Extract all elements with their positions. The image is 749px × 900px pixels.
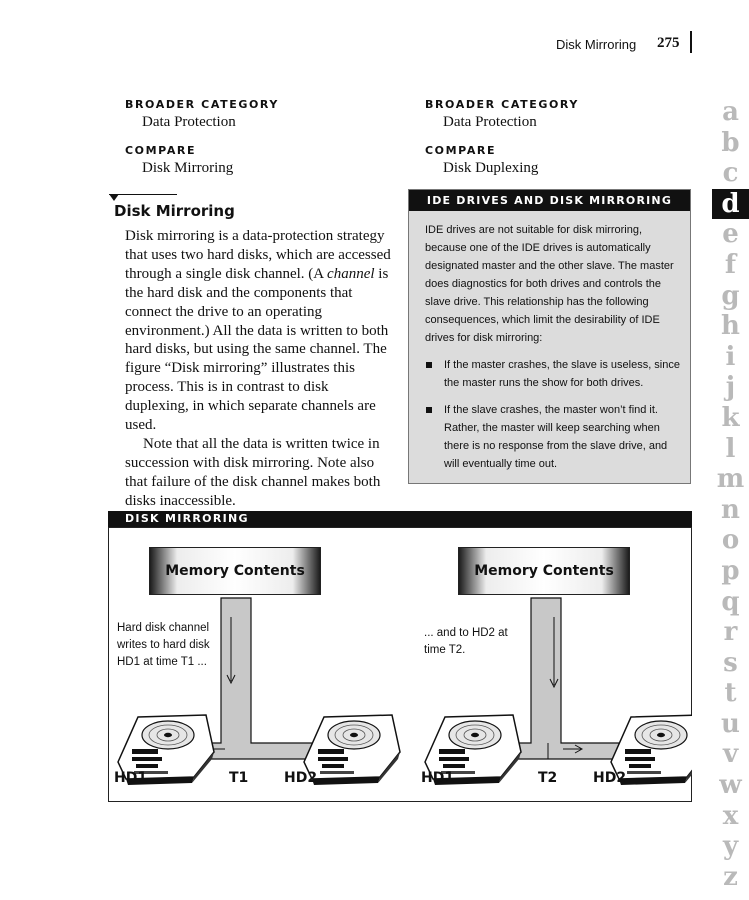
tab-letter-e[interactable]: e (722, 219, 739, 250)
tab-letter-h[interactable]: h (721, 311, 740, 342)
tab-letter-n[interactable]: n (721, 494, 740, 525)
sidebar-intro: IDE drives are not suitable for disk mirroring, because one of the IDE drives is automatically designated master and the other slave. The master does diagnostics for both drives and controls the slave drive. This relationship has the following consequences, which limit the desirability of IDE drives for disk mirroring: (425, 224, 674, 344)
figure-note-left: Hard disk channel writes to hard disk HD1 at time T1 ... (117, 622, 210, 668)
tab-letter-w[interactable]: w (719, 770, 742, 801)
tab-letter-k[interactable]: k (721, 402, 740, 433)
channel-right (508, 598, 636, 759)
tab-letter-y[interactable]: y (722, 831, 739, 862)
tab-letter-f[interactable]: f (724, 249, 737, 280)
compare-label-right: COMPARE (425, 144, 497, 157)
channel-left (198, 598, 326, 759)
entry-term: channel (327, 265, 375, 282)
disk-label-hd1-right: HD1 (421, 770, 455, 786)
sidebar-content (425, 221, 683, 482)
compare-label: COMPARE (125, 144, 197, 157)
list-item-text: If the slave crashes, the master won’t find it. Rather, the master will keep searching when there is no response from the slave drive, and will eventually time out. (444, 404, 668, 470)
sidebar-title: IDE DRIVES AND DISK MIRRORING (409, 190, 690, 211)
list-item (425, 401, 683, 473)
time-label-t1: T1 (229, 770, 249, 786)
header-rule (690, 31, 692, 53)
tab-letter-z[interactable]: z (723, 861, 738, 892)
broader-category-label-right: BROADER CATEGORY (425, 98, 579, 111)
tab-letter-a[interactable]: a (722, 97, 739, 127)
tab-letter-g[interactable]: g (721, 280, 740, 311)
hard-disk-icon (304, 715, 400, 785)
tab-letter-j[interactable]: j (725, 372, 736, 403)
disk-label-hd1: HD1 (114, 770, 148, 786)
figure-note-right: ... and to HD2 at time T2. (424, 627, 508, 656)
compare-value-right: Disk Duplexing (443, 160, 539, 176)
tab-letter-r[interactable]: r (723, 617, 738, 648)
tab-letter-o[interactable]: o (721, 525, 740, 556)
entry-text: is the hard disk and the components that connect the drive to an operating environment.) All the data is written to both hard disks, but using the same channel. The figure “Disk mirroring” illustrates this process. This is in contrast to disk duplexing, in which separate channels are used. (125, 265, 389, 434)
disk-label-hd2: HD2 (284, 770, 318, 786)
tab-letter-i[interactable]: i (725, 341, 736, 372)
tab-letter-m[interactable]: m (716, 464, 745, 495)
entry-paragraph-2: Note that all the data is written twice in succession with disk mirroring. Note also that failure of the disk channel makes both disks inaccessible. (125, 435, 381, 509)
tab-letter-u[interactable]: u (721, 708, 740, 739)
time-label-t2: T2 (538, 770, 558, 786)
broader-category-value-right: Data Protection (443, 114, 537, 130)
broader-category-value: Data Protection (142, 114, 236, 130)
tab-letter-x[interactable]: x (722, 800, 739, 831)
entry-marker-icon (109, 194, 119, 201)
page-number: 275 (657, 35, 680, 51)
sidebar-box (408, 189, 691, 484)
bullet-icon (426, 362, 432, 368)
entry-paragraph-1 (125, 227, 395, 435)
tab-letter-s[interactable]: s (723, 647, 738, 678)
entry-text: Disk mirroring is a data-protection strategy that uses two hard disks, which are accessed through a single disk channel. (A (125, 228, 391, 282)
running-head: Disk Mirroring (556, 37, 637, 52)
list-item (425, 356, 683, 392)
alphabet-tabs (712, 97, 749, 892)
sidebar-list (425, 356, 683, 473)
tab-letter-l[interactable]: l (725, 433, 736, 464)
broader-category-label: BROADER CATEGORY (125, 98, 279, 111)
memory-contents-box: Memory Contents (458, 547, 630, 595)
compare-value: Disk Mirroring (142, 160, 234, 176)
tab-letter-q[interactable]: q (721, 586, 740, 617)
disk-label-hd2-right: HD2 (593, 770, 627, 786)
entry-title: Disk Mirroring (114, 202, 235, 220)
tab-letter-v[interactable]: v (722, 739, 739, 770)
memory-contents-box: Memory Contents (149, 547, 321, 595)
entry-rule (109, 194, 177, 195)
figure-title: DISK MIRRORING (108, 511, 692, 527)
entry-body (125, 227, 395, 511)
tab-letter-p[interactable]: p (721, 555, 740, 586)
tab-letter-t[interactable]: t (724, 678, 737, 709)
tab-letter-d[interactable]: d (712, 189, 749, 220)
tab-letter-c[interactable]: c (722, 158, 739, 189)
tab-letter-b[interactable]: b (721, 127, 740, 158)
list-item-text: If the master crashes, the slave is useless, since the master runs the show for both drives. (444, 359, 680, 389)
bullet-icon (426, 407, 432, 413)
